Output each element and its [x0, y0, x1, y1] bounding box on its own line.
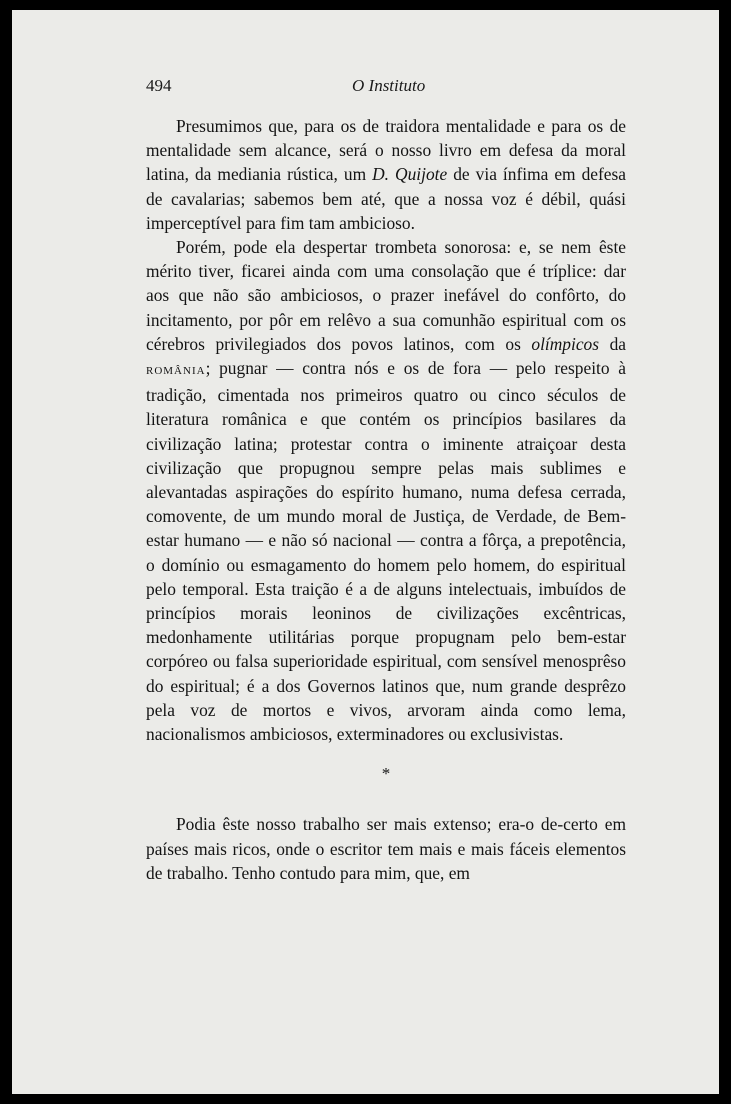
section-gap [146, 802, 626, 812]
section-ornament: * [381, 764, 391, 784]
paragraph-3-text: Podia êste nosso trabalho ser mais extenso; era-o de-certo em países mais ricos, onde o escritor tem mais e mais fáceis elementos de trabalho. Tenho contudo para mim, que, em [146, 814, 626, 883]
page-header [146, 76, 626, 102]
page-number: 494 [146, 76, 172, 95]
paragraph-1-text-a: Presumimos que, para os de traidora mentalidade e para os de mentalidade sem alcance, será o nosso livro em defesa da moral latina, da mediania rústica, um [146, 116, 626, 185]
quijote-italic: D. Quijote [372, 164, 448, 185]
paragraph-2-text-a: Porém, pode ela despertar trombeta sonorosa: e, se nem êste mérito tiver, ficarei ainda com uma consolação que é tríplice: dar aos que não são ambiciosos, o prazer inefável do confôrto, do incitamento, por pôr em relêvo a sua comunhão espiritual com os cérebros privilegiados dos povos latinos, com os [146, 237, 626, 354]
paragraph-2 [146, 235, 626, 746]
running-title: O Instituto [352, 76, 426, 95]
paragraph-3 [146, 812, 626, 885]
paragraph-2-text-c: ; pugnar — contra nós e os de fora — pelo respeito à tradição, cimentada nos primeiros quatro ou cinco séculos de literatura românica e que contém os princípios basilares da civilização latina; protestar contra o iminente atraiçoar desta civilização que propugnou sempre pelas mais sublimes e alevantadas aspirações do espírito humano, numa defesa cerrada, comovente, de um mundo moral de Justiça, de Verdade, de Bem-estar humano — e não só nacional — contra a fôrça, a prepotência, o domínio ou esmagamento do homem pelo homem, do espiritual pelo temporal. Esta traição é a de alguns intelectuais, imbuídos de princípios morais leoninos de civilizações excêntricas, medonhamente utilitárias porque propugnam pelo bem-estar corpóreo ou falsa superioridade espiritual, com sensível menosprêso do espiritual; é a dos Governos latinos que, num grande desprêzo pela voz de mortos e vivos, arvoram ainda como lema, nacionalismos ambiciosos, exterminadores ou exclusivistas. [146, 358, 626, 745]
book-page [12, 10, 719, 1094]
body-text [146, 114, 626, 885]
romania-small-caps: ROMÂNIA [146, 365, 206, 378]
paragraph-1 [146, 114, 626, 235]
paragraph-2-text-b: da [599, 333, 626, 354]
olimpicos-italic: olímpicos [531, 333, 600, 354]
paragraph-1-text-b: de via ínfima em defesa de cavalarias; sabemos bem até, que a nossa voz é débil, quási imperceptível para fim tam ambicioso. [146, 164, 627, 233]
